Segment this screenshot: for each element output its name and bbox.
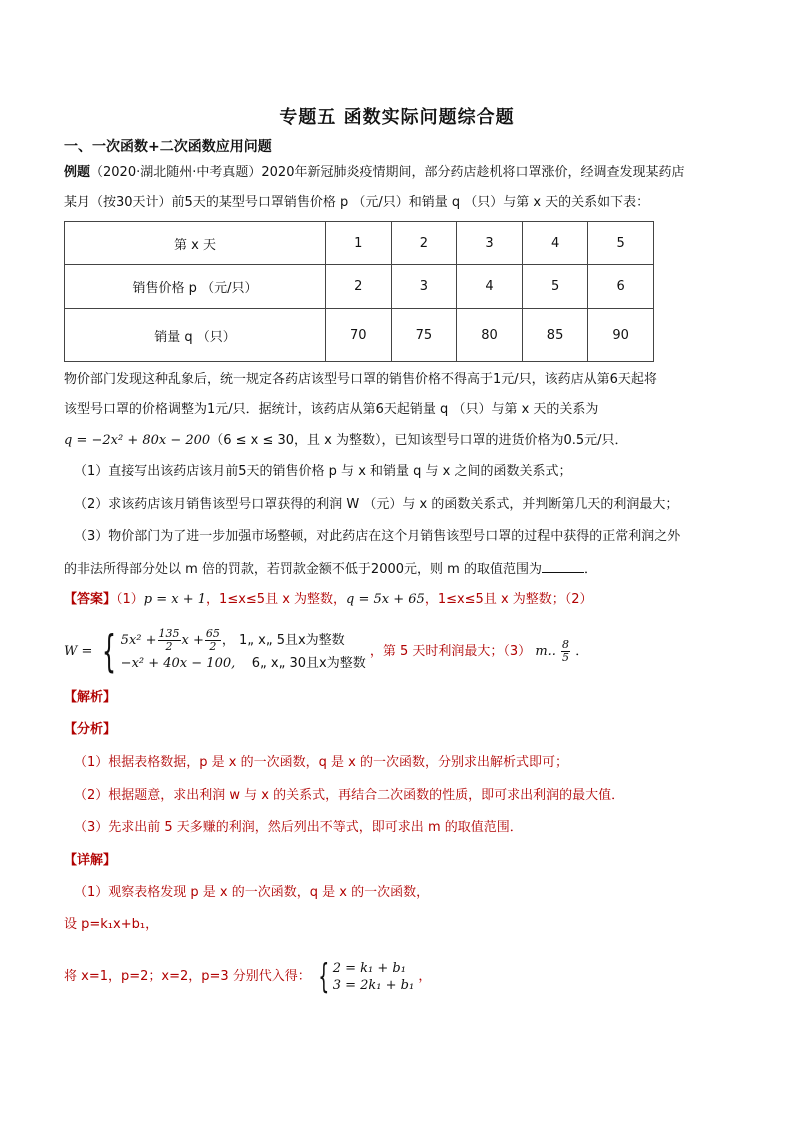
jiexi-tag: 【解析】 — [64, 690, 117, 705]
answer-part: （1） — [116, 592, 144, 607]
case-condition: 6„ x„ 30且x为整数 — [251, 656, 366, 671]
formula-condition: （6 ≤ x ≤ 30，且 x 为整数），已知该型号口罩的进货价格为0.5元/只． — [210, 433, 628, 448]
section-heading: 一、一次函数+二次函数应用问题 — [64, 139, 272, 155]
table-row — [65, 222, 654, 265]
table-header-cell: 4 — [522, 222, 588, 265]
detail-tag: 【详解】 — [64, 853, 117, 868]
piecewise-cases — [121, 628, 366, 675]
problem-line — [64, 431, 628, 451]
fraction-denominator: 2 — [165, 640, 173, 653]
detail-2: 设 p=k₁x+b₁， — [64, 917, 159, 932]
equation: 3 = 2k₁ + b₁ — [332, 978, 415, 993]
case-2 — [121, 653, 366, 675]
question-text: 的非法所得部分处以 m 倍的罚款，若罚款金额不低于2000元，则 m 的取值范围为 — [64, 562, 542, 577]
answer-formula-p: p = x + 1 — [143, 592, 207, 607]
fenxi-tag: 【分析】 — [64, 722, 117, 737]
detail-3 — [64, 957, 432, 997]
table-cell: 75 — [391, 309, 457, 362]
answer-line — [64, 590, 593, 610]
table-header-cell: 第 x 天 — [65, 222, 326, 265]
case-1 — [121, 628, 366, 653]
analysis-3: （3）先求出前 5 天多赚的利润，然后列出不等式，即可求出 m 的取值范围． — [74, 820, 523, 835]
question-3: （3）物价部门为了进一步加强市场整顿，对此药店在这个月销售该型号口罩的过程中获得的正常利润之外 — [74, 529, 681, 544]
table-row — [65, 309, 654, 362]
page-title: 专题五 函数实际问题综合题 — [279, 107, 515, 128]
analysis-2: （2）根据题意，求出利润 w 与 x 的关系式，再结合二次函数的性质，即可求出利润的最大值． — [74, 788, 625, 803]
question-2: （2）求该药店该月销售该型号口罩获得的利润 W （元）与 x 的函数关系式，并判断第几天的利润最大； — [74, 497, 679, 512]
fraction — [561, 639, 570, 664]
answer-condition: ，1≤x≤5且 x 为整数；（2） — [424, 592, 593, 607]
table-row — [65, 265, 654, 309]
formula: q = −2x² + 80x − 200 — [64, 433, 211, 448]
fraction-numerator: 65 — [205, 627, 220, 640]
case-condition: ， 1„ x„ 5且x为整数 — [221, 633, 345, 648]
example-text: 2020年新冠肺炎疫情期间，部分药店趁机将口罩涨价，经调查发现某药店 — [261, 165, 685, 180]
fraction — [205, 628, 221, 653]
data-table — [64, 221, 654, 362]
table-cell: 5 — [522, 265, 588, 309]
detail-text: 将 x=1，p=2；x=2，p=3 分别代入得： — [64, 969, 311, 984]
detail-end: ， — [418, 969, 432, 984]
table-cell: 80 — [457, 309, 523, 362]
answer-condition: ，1≤x≤5且 x 为整数， — [206, 592, 347, 607]
table-cell: 销量 q （只） — [65, 309, 326, 362]
example-label: 例题 — [64, 165, 91, 180]
table-header-cell: 5 — [588, 222, 654, 265]
table-header-cell: 2 — [391, 222, 457, 265]
problem-line: 该型号口罩的价格调整为1元/只．据统计，该药店从第6天起销量 q （只）与第 x 天的关系为 — [64, 402, 599, 417]
problem-line: 物价部门发现这种乱象后，统一规定各药店该型号口罩的销售价格不得高于1元/只，该药店从第6天起将 — [64, 372, 657, 387]
brace-symbol: { — [101, 625, 116, 677]
table-cell: 4 — [457, 265, 523, 309]
table-cell: 3 — [391, 265, 457, 309]
equation-system — [333, 960, 414, 994]
fraction-denominator: 5 — [562, 651, 570, 664]
table-header-cell: 3 — [457, 222, 523, 265]
question-1: （1）直接写出该药店该月前5天的销售价格 p 与 x 和销量 q 与 x 之间的函数关系式； — [74, 464, 572, 479]
table-cell: 90 — [588, 309, 654, 362]
table-cell: 6 — [588, 265, 654, 309]
question-3-cont — [64, 560, 597, 580]
answer-blank — [542, 560, 584, 573]
table-cell: 销售价格 p （元/只） — [65, 265, 326, 309]
fraction-numerator: 8 — [562, 638, 570, 651]
table-cell: 85 — [522, 309, 588, 362]
answer-continue: ，第 5 天时利润最大；（3） — [369, 643, 532, 659]
case-term: −x² + 40x − 100, — [120, 656, 236, 671]
case-term: 5x² + — [120, 633, 157, 648]
table-header-cell: 1 — [326, 222, 392, 265]
question-end: ． — [583, 562, 597, 577]
example-line-2: 某月（按30天计）前5天的某型号口罩销售价格 p （元/只）和销量 q （只）与第 x 天的关系如下表： — [64, 195, 650, 210]
detail-1: （1）观察表格发现 p 是 x 的一次函数，q 是 x 的一次函数， — [74, 885, 430, 900]
fraction-denominator: 2 — [209, 640, 217, 653]
w-lhs: W = — [64, 643, 93, 659]
answer-tag: 【答案】 — [64, 592, 117, 607]
answer-end: ． — [575, 643, 589, 659]
table-cell: 2 — [326, 265, 392, 309]
example-line-1 — [64, 163, 684, 183]
fraction — [158, 628, 181, 653]
equation: 2 = k₁ + b₁ — [332, 961, 406, 976]
table-cell: 70 — [326, 309, 392, 362]
brace-symbol: { — [318, 957, 330, 997]
analysis-1: （1）根据表格数据，p 是 x 的一次函数，q 是 x 的一次函数，分别求出解析式即可； — [74, 755, 568, 770]
answer-formula-q: q = 5x + 65 — [346, 592, 425, 607]
example-source: （2020·湖北随州·中考真题） — [90, 165, 262, 180]
fraction-numerator: 135 — [158, 627, 180, 640]
answer-m-expr: m.. — [535, 643, 556, 659]
case-term: x + — [181, 633, 204, 648]
piecewise-w — [64, 625, 589, 677]
